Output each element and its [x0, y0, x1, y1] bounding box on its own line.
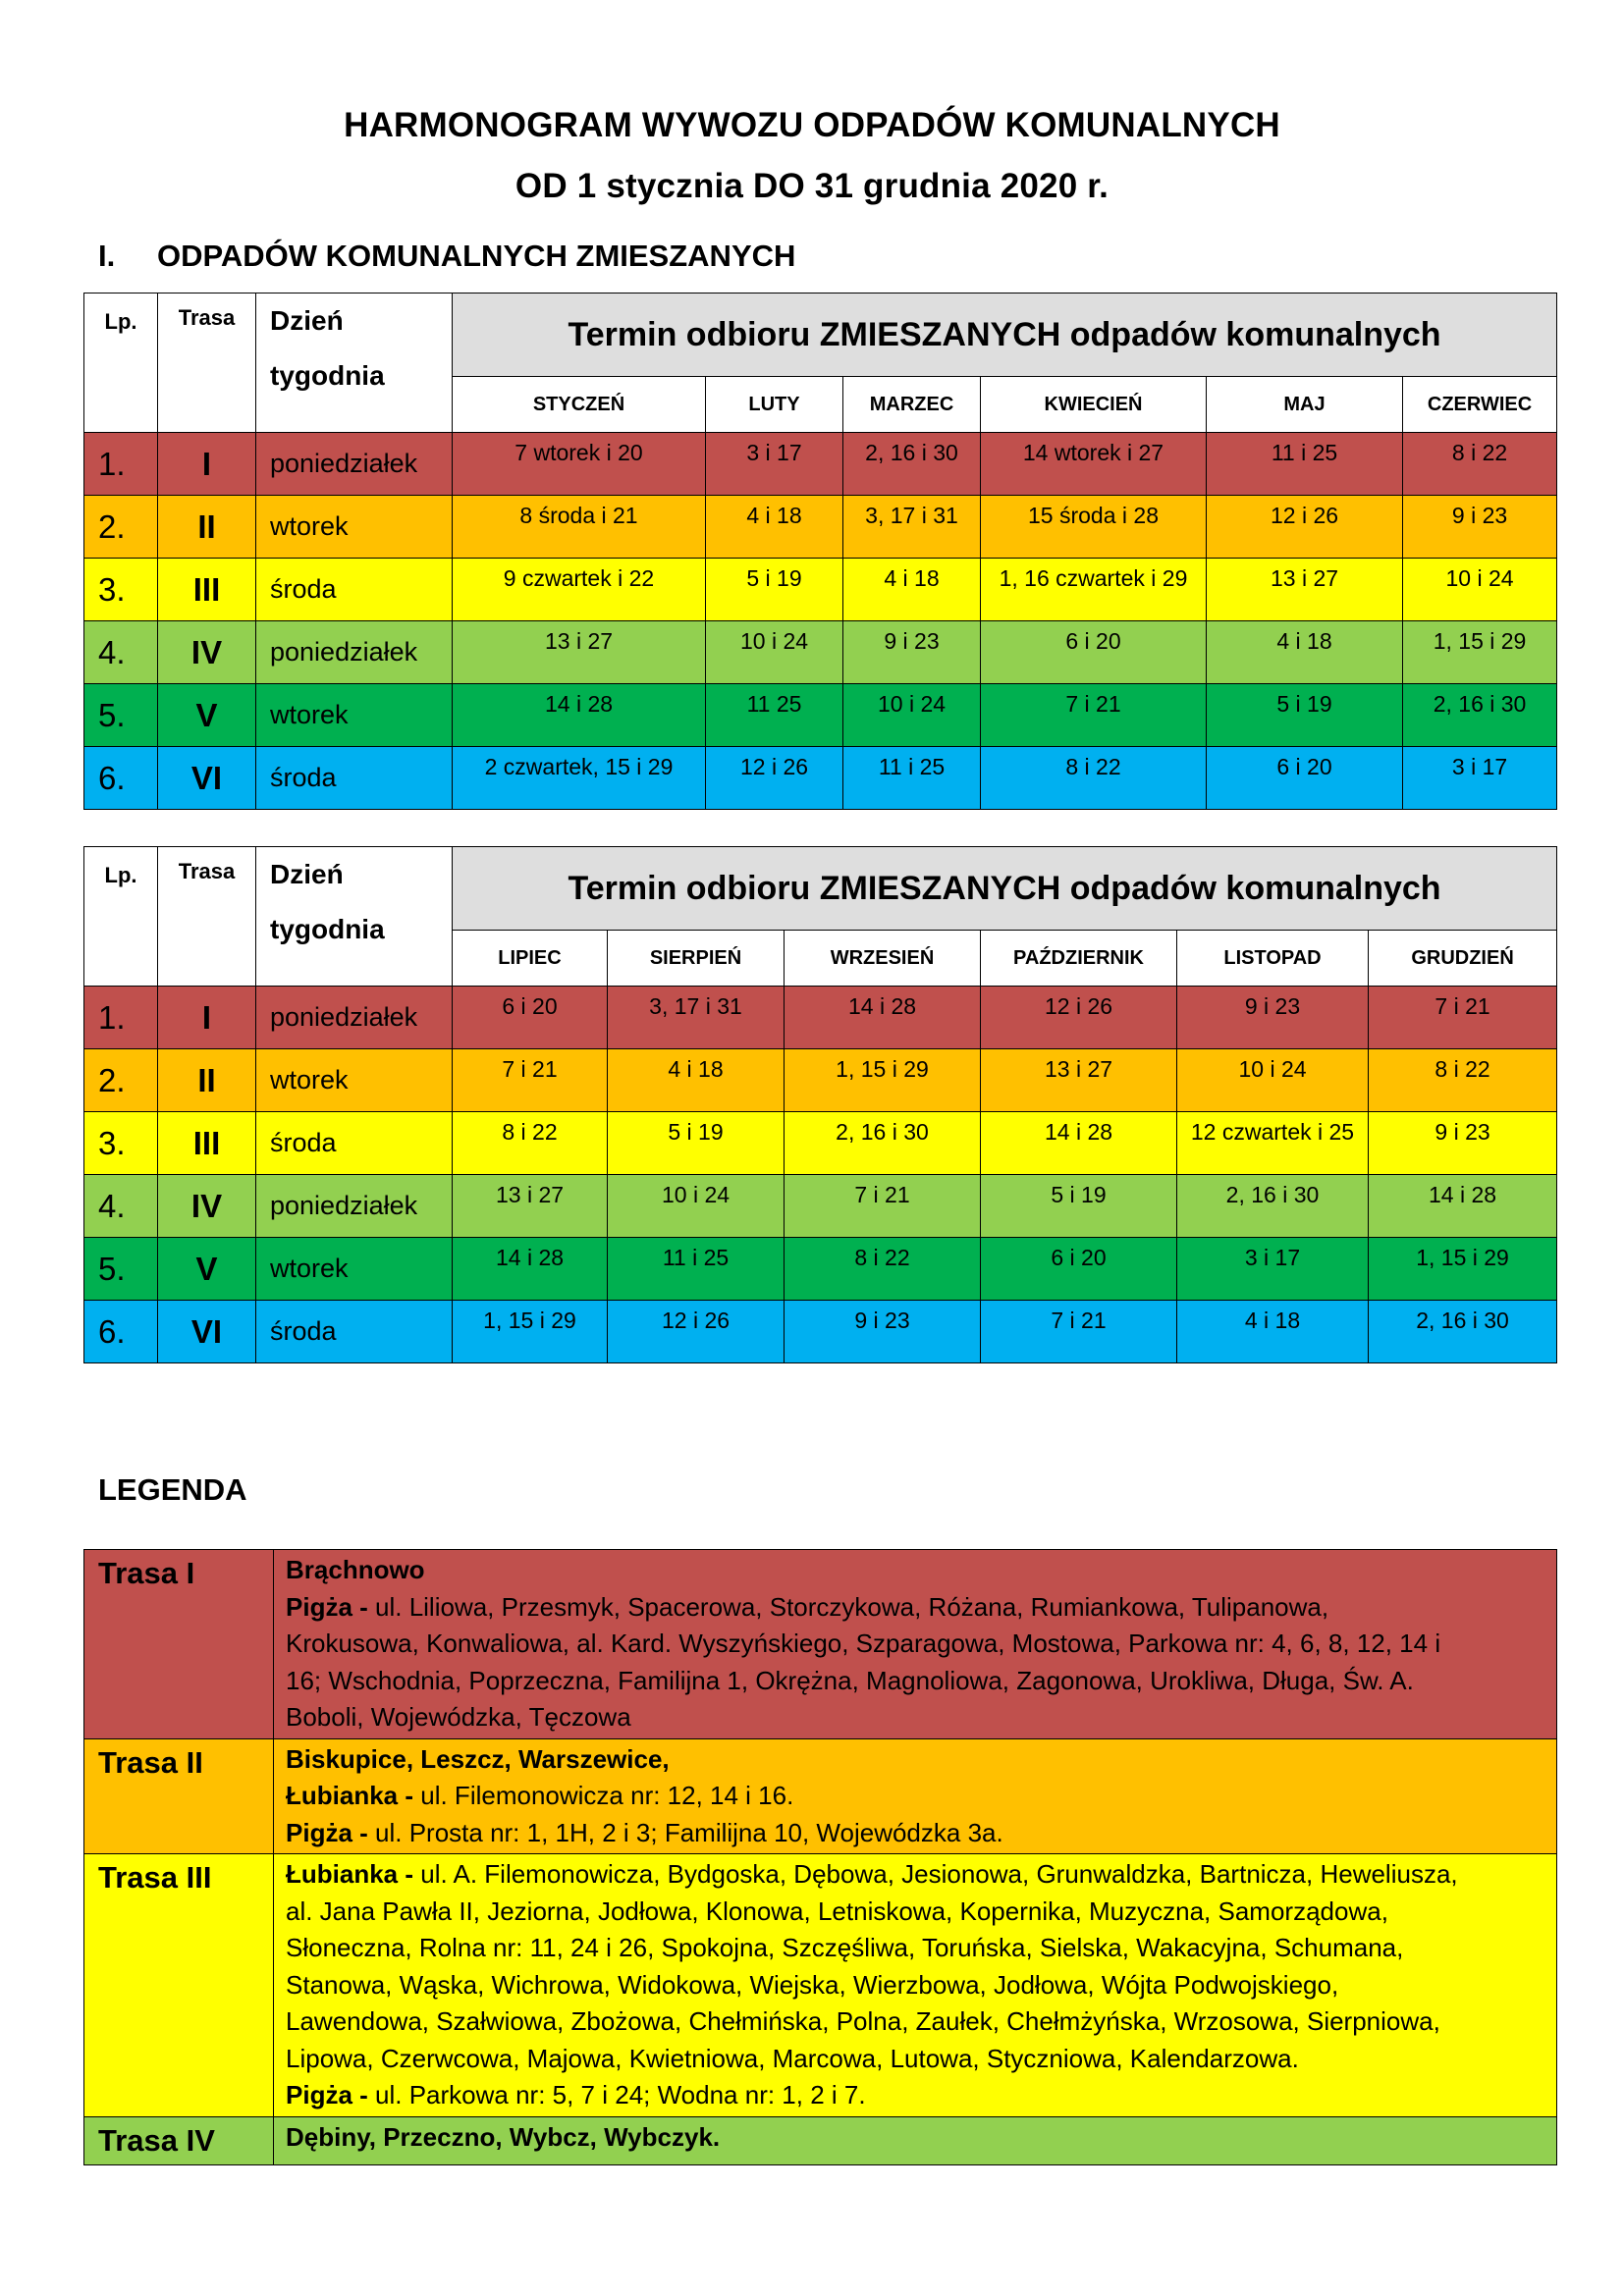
header-term: Termin odbioru ZMIESZANYCH odpadów komunalnych — [453, 847, 1557, 931]
row-day: środa — [256, 747, 453, 810]
row-number: 1. — [84, 433, 158, 496]
pickup-dates-cell: 9 i 23 — [1177, 987, 1369, 1049]
legend-line — [286, 1626, 1548, 1663]
month-header: WRZESIEŃ — [785, 931, 981, 987]
legend-line — [286, 1967, 1548, 2004]
legend-locations — [274, 1550, 1557, 1739]
pickup-dates-cell: 4 i 18 — [843, 559, 981, 621]
pickup-dates-cell: 8 i 22 — [1369, 1049, 1557, 1112]
month-header: LISTOPAD — [1177, 931, 1369, 987]
pickup-dates-cell: 9 i 23 — [1403, 496, 1557, 559]
pickup-dates-cell: 4 i 18 — [608, 1049, 785, 1112]
pickup-dates-cell: 12 czwartek i 25 — [1177, 1112, 1369, 1175]
legend-locations — [274, 2116, 1557, 2164]
pickup-dates-cell: 2 czwartek, 15 i 29 — [453, 747, 706, 810]
row-route: V — [158, 684, 256, 747]
pickup-dates-cell: 9 i 23 — [843, 621, 981, 684]
month-header: LIPIEC — [453, 931, 608, 987]
header-day-line2: tygodnia — [270, 914, 385, 944]
legend-streets: ul. Parkowa nr: 5, 7 i 24; Wodna nr: 1, 2 i 7. — [375, 2080, 866, 2109]
row-day: środa — [256, 1301, 453, 1363]
header-day — [256, 294, 453, 433]
pickup-dates-cell: 3, 17 i 31 — [608, 987, 785, 1049]
row-number: 5. — [84, 1238, 158, 1301]
page-title: HARMONOGRAM WYWOZU ODPADÓW KOMUNALNYCH — [344, 106, 1280, 144]
section-title-text: ODPADÓW KOMUNALNYCH ZMIESZANYCH — [157, 239, 796, 273]
pickup-dates-cell: 8 środa i 21 — [453, 496, 706, 559]
legend-streets: Lawendowa, Szałwiowa, Zbożowa, Chełmińska, Polna, Zaułek, Chełmżyńska, Wrzosowa, Sierpniowa, — [286, 2006, 1440, 2036]
row-route: VI — [158, 747, 256, 810]
pickup-dates-cell: 7 i 21 — [981, 1301, 1177, 1363]
section-number: I. — [98, 239, 116, 273]
legend-locations — [274, 1738, 1557, 1854]
legend-streets: Lipowa, Czerwcowa, Majowa, Kwietniowa, Marcowa, Lutowa, Styczniowa, Kalendarzowa. — [286, 2043, 1299, 2073]
legend-line — [286, 2003, 1548, 2041]
legend-streets: ul. A. Filemonowicza, Bydgoska, Dębowa, Jesionowa, Grunwaldzka, Bartnicza, Heweliusza, — [420, 1859, 1458, 1889]
pickup-dates-cell: 13 i 27 — [981, 1049, 1177, 1112]
legend-line — [286, 2119, 1548, 2157]
legend-row — [84, 2116, 1557, 2164]
pickup-dates-cell: 10 i 24 — [843, 684, 981, 747]
legend-streets: Stanowa, Wąska, Wichrowa, Widokowa, Wiejska, Wierzbowa, Jodłowa, Wójta Podwojskiego, — [286, 1969, 1339, 2000]
legend-line — [286, 1856, 1548, 1894]
row-day: wtorek — [256, 496, 453, 559]
pickup-dates-cell: 2, 16 i 30 — [1403, 684, 1557, 747]
pickup-dates-cell: 13 i 27 — [453, 1175, 608, 1238]
legend-line — [286, 1699, 1548, 1736]
header-row — [84, 847, 1557, 931]
header-day-line1: Dzień — [270, 859, 344, 889]
schedule-table-jan-jun — [83, 293, 1557, 810]
month-header: LUTY — [706, 377, 843, 433]
table-row — [84, 1112, 1557, 1175]
pickup-dates-cell: 2, 16 i 30 — [785, 1112, 981, 1175]
row-route: II — [158, 496, 256, 559]
pickup-dates-cell: 5 i 19 — [981, 1175, 1177, 1238]
pickup-dates-cell: 1, 15 i 29 — [1369, 1238, 1557, 1301]
pickup-dates-cell: 14 i 28 — [1369, 1175, 1557, 1238]
legend-locations — [274, 1854, 1557, 2117]
row-route: VI — [158, 1301, 256, 1363]
row-route: III — [158, 559, 256, 621]
pickup-dates-cell: 14 wtorek i 27 — [981, 433, 1207, 496]
pickup-dates-cell: 12 i 26 — [981, 987, 1177, 1049]
pickup-dates-cell: 1, 15 i 29 — [453, 1301, 608, 1363]
legend-streets: 16; Wschodnia, Poprzeczna, Familijna 1, Okrężna, Magnoliowa, Zagonowa, Urokliwa, Długa, Św. A. — [286, 1665, 1414, 1695]
pickup-dates-cell: 5 i 19 — [608, 1112, 785, 1175]
table-row — [84, 1175, 1557, 1238]
month-header: MARZEC — [843, 377, 981, 433]
pickup-dates-cell: 13 i 27 — [453, 621, 706, 684]
row-route: IV — [158, 1175, 256, 1238]
pickup-dates-cell: 8 i 22 — [785, 1238, 981, 1301]
legend-line — [286, 1815, 1548, 1852]
pickup-dates-cell: 8 i 22 — [453, 1112, 608, 1175]
pickup-dates-cell: 8 i 22 — [1403, 433, 1557, 496]
row-day: wtorek — [256, 684, 453, 747]
legend-streets: Boboli, Wojewódzka, Tęczowa — [286, 1702, 631, 1732]
legend-route-name: Trasa I — [84, 1550, 274, 1739]
row-route: I — [158, 433, 256, 496]
month-header: PAŹDZIERNIK — [981, 931, 1177, 987]
legend-streets: Słoneczna, Rolna nr: 11, 24 i 26, Spokojna, Szczęśliwa, Toruńska, Sielska, Wakacyjna, Schumana, — [286, 1933, 1404, 1962]
legend-line — [286, 1778, 1548, 1815]
legend-row — [84, 1854, 1557, 2117]
pickup-dates-cell: 9 i 23 — [785, 1301, 981, 1363]
pickup-dates-cell: 8 i 22 — [981, 747, 1207, 810]
schedule-table-jul-dec — [83, 846, 1557, 1363]
pickup-dates-cell: 6 i 20 — [1207, 747, 1403, 810]
row-number: 1. — [84, 987, 158, 1049]
row-number: 4. — [84, 1175, 158, 1238]
legend-route-name: Trasa IV — [84, 2116, 274, 2164]
month-header: GRUDZIEŃ — [1369, 931, 1557, 987]
row-day: poniedziałek — [256, 1175, 453, 1238]
row-number: 2. — [84, 496, 158, 559]
pickup-dates-cell: 3 i 17 — [1177, 1238, 1369, 1301]
legend-streets: ul. Liliowa, Przesmyk, Spacerowa, Storczykowa, Różana, Rumiankowa, Tulipanowa, — [375, 1591, 1329, 1622]
legend-line — [286, 2041, 1548, 2078]
legend-streets: Krokusowa, Konwaliowa, al. Kard. Wyszyńskiego, Szparagowa, Mostowa, Parkowa nr: 4, 6, 8, 12, 14 i — [286, 1629, 1441, 1658]
legend-line — [286, 1741, 1548, 1779]
pickup-dates-cell: 1, 16 czwartek i 29 — [981, 559, 1207, 621]
pickup-dates-cell: 6 i 20 — [981, 1238, 1177, 1301]
pickup-dates-cell: 4 i 18 — [1207, 621, 1403, 684]
legend-line — [286, 1663, 1548, 1700]
pickup-dates-cell: 5 i 19 — [706, 559, 843, 621]
pickup-dates-cell: 7 i 21 — [1369, 987, 1557, 1049]
row-day: środa — [256, 559, 453, 621]
pickup-dates-cell: 4 i 18 — [1177, 1301, 1369, 1363]
pickup-dates-cell: 14 i 28 — [981, 1112, 1177, 1175]
header-day-line2: tygodnia — [270, 360, 385, 391]
month-header: KWIECIEŃ — [981, 377, 1207, 433]
pickup-dates-cell: 10 i 24 — [608, 1175, 785, 1238]
header-route: Trasa — [158, 847, 256, 987]
table-row — [84, 496, 1557, 559]
legend-row — [84, 1550, 1557, 1739]
pickup-dates-cell: 11 i 25 — [1207, 433, 1403, 496]
month-header: SIERPIEŃ — [608, 931, 785, 987]
legend-route-name: Trasa II — [84, 1738, 274, 1854]
row-route: I — [158, 987, 256, 1049]
row-number: 3. — [84, 1112, 158, 1175]
pickup-dates-cell: 1, 15 i 29 — [785, 1049, 981, 1112]
row-route: V — [158, 1238, 256, 1301]
legend-streets: ul. Prosta nr: 1, 1H, 2 i 3; Familijna 10, Wojewódzka 3a. — [375, 1817, 1003, 1847]
section-heading — [98, 239, 795, 274]
pickup-dates-cell: 11 i 25 — [608, 1238, 785, 1301]
pickup-dates-cell: 7 wtorek i 20 — [453, 433, 706, 496]
table-row — [84, 621, 1557, 684]
row-route: II — [158, 1049, 256, 1112]
pickup-dates-cell: 7 i 21 — [981, 684, 1207, 747]
legend-place-name: Brąchnowo — [286, 1555, 425, 1584]
pickup-dates-cell: 2, 16 i 30 — [1369, 1301, 1557, 1363]
pickup-dates-cell: 9 czwartek i 22 — [453, 559, 706, 621]
legend-table — [83, 1549, 1557, 2165]
table-row — [84, 559, 1557, 621]
row-route: IV — [158, 621, 256, 684]
pickup-dates-cell: 12 i 26 — [706, 747, 843, 810]
pickup-dates-cell: 3 i 17 — [1403, 747, 1557, 810]
row-day: wtorek — [256, 1238, 453, 1301]
pickup-dates-cell: 2, 16 i 30 — [1177, 1175, 1369, 1238]
legend-row — [84, 1738, 1557, 1854]
legend-place-name: Pigża - — [286, 2080, 376, 2109]
pickup-dates-cell: 14 i 28 — [453, 684, 706, 747]
row-number: 4. — [84, 621, 158, 684]
table-row — [84, 433, 1557, 496]
month-header: STYCZEŃ — [453, 377, 706, 433]
header-day-line1: Dzień — [270, 305, 344, 336]
row-day: wtorek — [256, 1049, 453, 1112]
legend-place-name: Łubianka - — [286, 1859, 421, 1889]
pickup-dates-cell: 11 25 — [706, 684, 843, 747]
legend-streets: ul. Filemonowicza nr: 12, 14 i 16. — [420, 1781, 794, 1810]
header-day — [256, 847, 453, 987]
row-day: poniedziałek — [256, 433, 453, 496]
pickup-dates-cell: 7 i 21 — [785, 1175, 981, 1238]
pickup-dates-cell: 13 i 27 — [1207, 559, 1403, 621]
legend-line — [286, 1589, 1548, 1627]
month-header: CZERWIEC — [1403, 377, 1557, 433]
legend-line — [286, 1552, 1548, 1589]
legend-route-name: Trasa III — [84, 1854, 274, 2117]
row-day: środa — [256, 1112, 453, 1175]
legend-title: LEGENDA — [98, 1472, 247, 1507]
table-row — [84, 684, 1557, 747]
pickup-dates-cell: 5 i 19 — [1207, 684, 1403, 747]
table-row — [84, 1238, 1557, 1301]
pickup-dates-cell: 6 i 20 — [453, 987, 608, 1049]
pickup-dates-cell: 4 i 18 — [706, 496, 843, 559]
header-lp: Lp. — [84, 847, 158, 987]
legend-place-name: Biskupice, Leszcz, Warszewice, — [286, 1743, 670, 1774]
table-row — [84, 1301, 1557, 1363]
table-row — [84, 1049, 1557, 1112]
header-row — [84, 294, 1557, 377]
pickup-dates-cell: 3 i 17 — [706, 433, 843, 496]
row-number: 6. — [84, 747, 158, 810]
pickup-dates-cell: 15 środa i 28 — [981, 496, 1207, 559]
legend-line — [286, 1930, 1548, 1967]
legend-place-name: Dębiny, Przeczno, Wybcz, Wybczyk. — [286, 2121, 721, 2152]
table-row — [84, 987, 1557, 1049]
row-number: 5. — [84, 684, 158, 747]
pickup-dates-cell: 12 i 26 — [1207, 496, 1403, 559]
row-number: 2. — [84, 1049, 158, 1112]
legend-line — [286, 2077, 1548, 2114]
pickup-dates-cell: 3, 17 i 31 — [843, 496, 981, 559]
pickup-dates-cell: 10 i 24 — [1403, 559, 1557, 621]
table-row — [84, 747, 1557, 810]
pickup-dates-cell: 2, 16 i 30 — [843, 433, 981, 496]
pickup-dates-cell: 6 i 20 — [981, 621, 1207, 684]
pickup-dates-cell: 11 i 25 — [843, 747, 981, 810]
pickup-dates-cell: 9 i 23 — [1369, 1112, 1557, 1175]
row-number: 3. — [84, 559, 158, 621]
legend-streets: al. Jana Pawła II, Jeziorna, Jodłowa, Klonowa, Letniskowa, Kopernika, Muzyczna, Samorządowa, — [286, 1896, 1388, 1926]
row-route: III — [158, 1112, 256, 1175]
header-route: Trasa — [158, 294, 256, 433]
month-header: MAJ — [1207, 377, 1403, 433]
pickup-dates-cell: 10 i 24 — [1177, 1049, 1369, 1112]
pickup-dates-cell: 10 i 24 — [706, 621, 843, 684]
page-subtitle: OD 1 stycznia DO 31 grudnia 2020 r. — [514, 167, 1110, 205]
legend-line — [286, 1894, 1548, 1931]
row-number: 6. — [84, 1301, 158, 1363]
pickup-dates-cell: 1, 15 i 29 — [1403, 621, 1557, 684]
legend-place-name: Pigża - — [286, 1591, 376, 1622]
header-lp: Lp. — [84, 294, 158, 433]
pickup-dates-cell: 14 i 28 — [785, 987, 981, 1049]
legend-place-name: Łubianka - — [286, 1781, 421, 1810]
row-day: poniedziałek — [256, 987, 453, 1049]
row-day: poniedziałek — [256, 621, 453, 684]
header-term: Termin odbioru ZMIESZANYCH odpadów komunalnych — [453, 294, 1557, 377]
pickup-dates-cell: 14 i 28 — [453, 1238, 608, 1301]
legend-place-name: Pigża - — [286, 1817, 376, 1847]
pickup-dates-cell: 7 i 21 — [453, 1049, 608, 1112]
pickup-dates-cell: 12 i 26 — [608, 1301, 785, 1363]
